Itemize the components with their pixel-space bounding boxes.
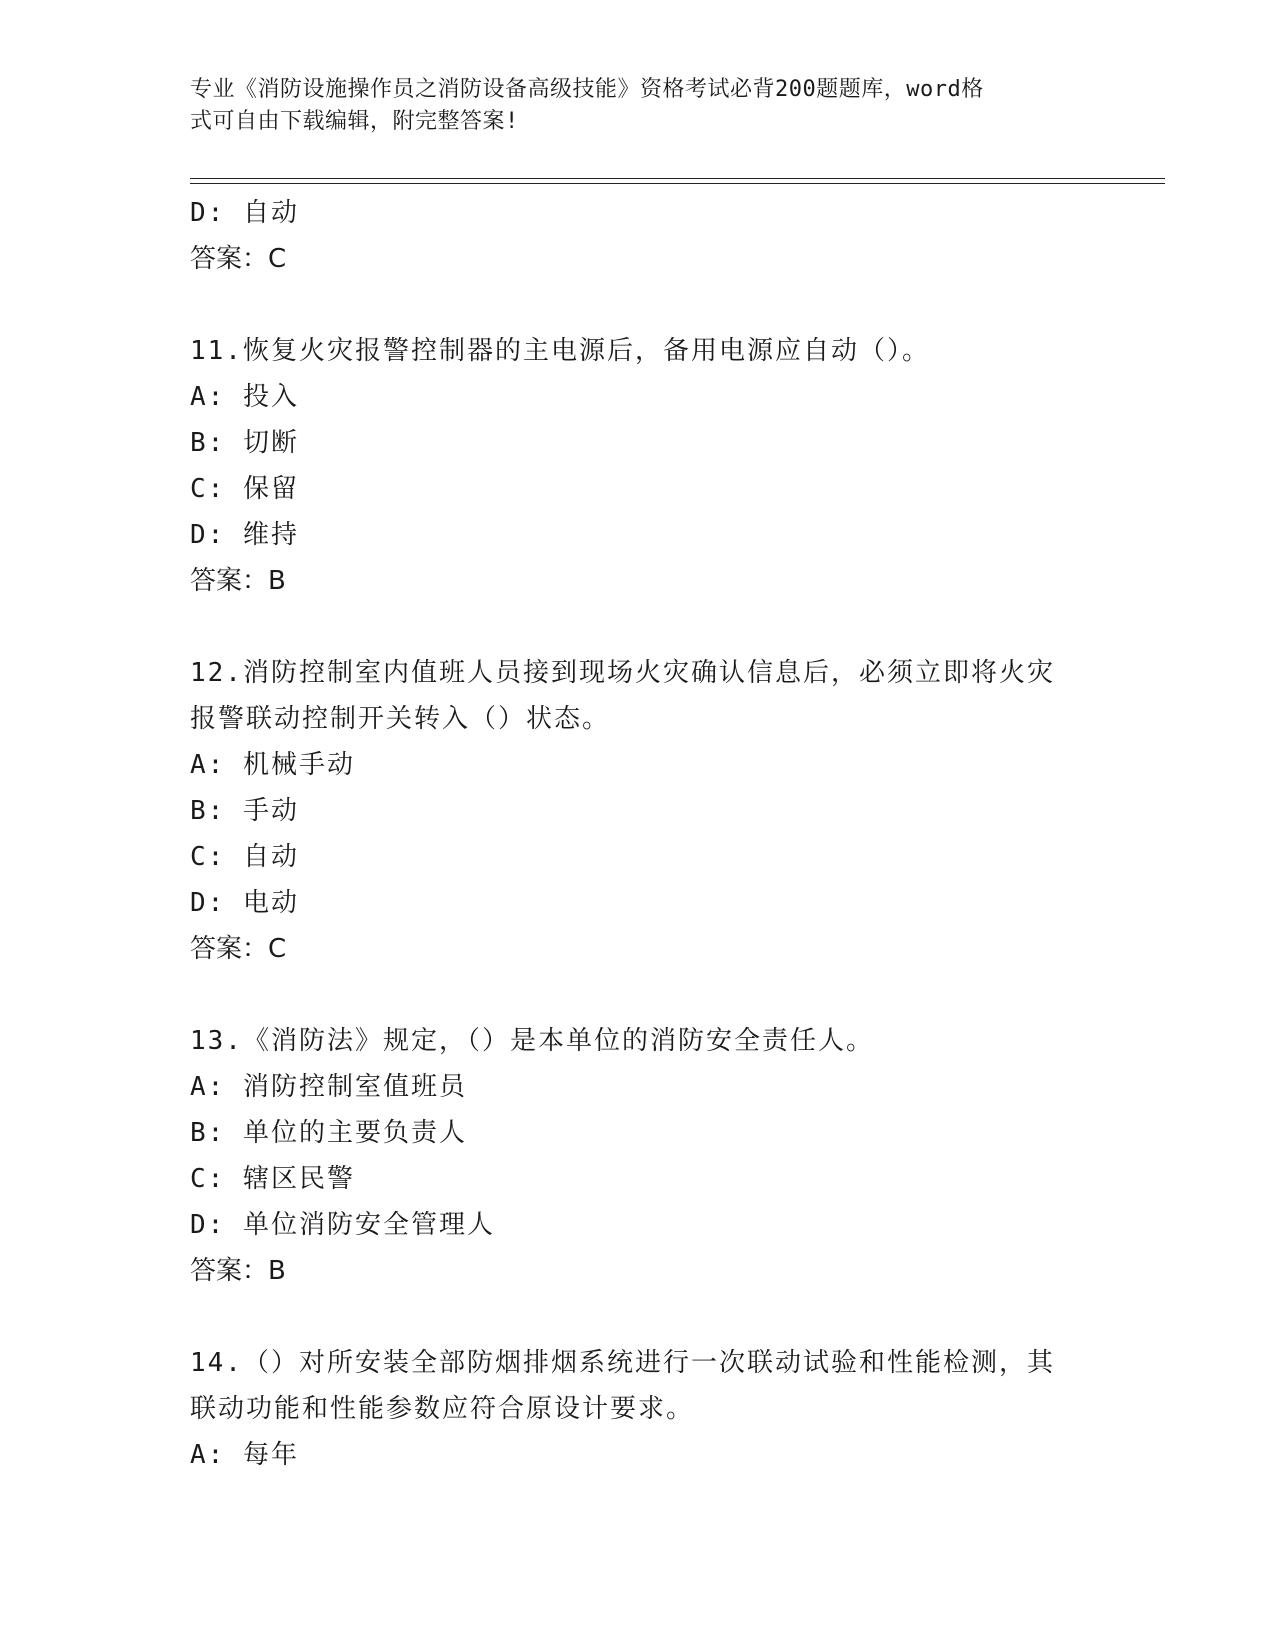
header-title-line-1: 专业《消防设施操作员之消防设备高级技能》资格考试必背200题题库，word格: [190, 77, 984, 102]
document-header: [190, 74, 1070, 138]
header-divider-bottom: [190, 183, 1165, 184]
option-b: B: 切断: [190, 428, 299, 458]
question-11-stem: 11.恢复火灾报警控制器的主电源后，备用电源应自动（）。: [190, 336, 930, 366]
answer-line: 答案：C: [190, 934, 287, 964]
spacer: [190, 282, 1090, 328]
spacer: [190, 972, 1090, 1018]
answer-line: 答案：B: [190, 566, 286, 596]
answer-line: 答案：C: [190, 244, 287, 274]
option-d: D: 维持: [190, 520, 299, 550]
spacer: [190, 1294, 1090, 1340]
answer-line: 答案：B: [190, 1256, 286, 1286]
option-d: D: 自动: [190, 198, 299, 228]
option-a: A: 消防控制室值班员: [190, 1072, 467, 1102]
question-12-stem-continued: 报警联动控制开关转入（）状态。: [190, 704, 611, 734]
question-list: [190, 190, 1090, 1478]
option-c: C: 自动: [190, 842, 299, 872]
option-c: C: 辖区民警: [190, 1164, 355, 1194]
option-b: B: 单位的主要负责人: [190, 1118, 467, 1148]
spacer: [190, 604, 1090, 650]
option-a: A: 每年: [190, 1440, 299, 1470]
question-13-stem: 13.《消防法》规定，（）是本单位的消防安全责任人。: [190, 1026, 874, 1056]
header-title-line-2: 式可自由下载编辑，附完整答案!: [190, 109, 519, 134]
question-14-stem-continued: 联动功能和性能参数应符合原设计要求。: [190, 1394, 695, 1424]
option-d: D: 电动: [190, 888, 299, 918]
option-a: A: 投入: [190, 382, 299, 412]
option-b: B: 手动: [190, 796, 299, 826]
header-divider-top: [190, 178, 1165, 179]
question-14-stem: 14.（）对所安装全部防烟排烟系统进行一次联动试验和性能检测，其: [190, 1348, 1055, 1378]
question-12-stem: 12.消防控制室内值班人员接到现场火灾确认信息后，必须立即将火灾: [190, 658, 1055, 688]
option-d: D: 单位消防安全管理人: [190, 1210, 495, 1240]
option-c: C: 保留: [190, 474, 299, 504]
option-a: A: 机械手动: [190, 750, 355, 780]
